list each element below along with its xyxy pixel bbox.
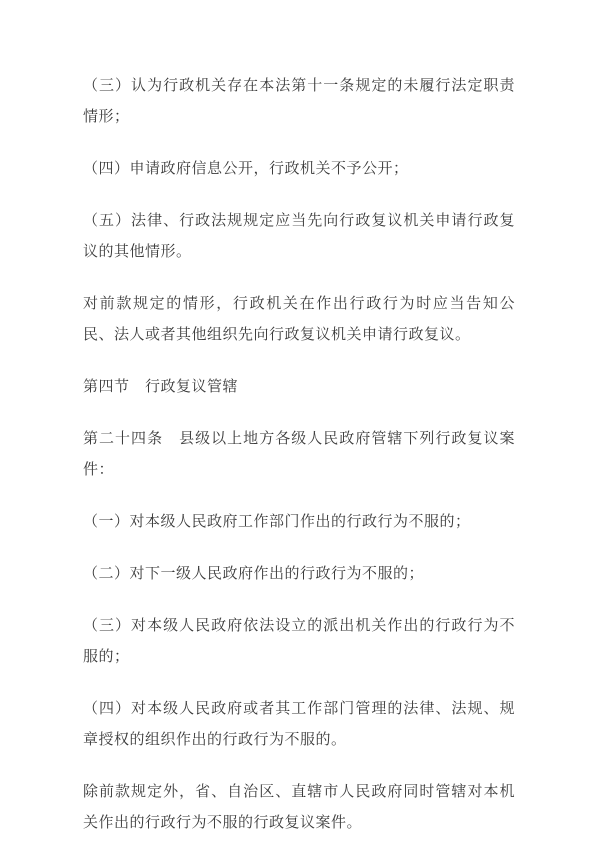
- list-item-3: （三）认为行政机关存在本法第十一条规定的未履行法定职责情形；: [83, 76, 515, 125]
- section-heading: 第四节 行政复议管辖: [83, 377, 239, 395]
- list-item-4: （四）申请政府信息公开，行政机关不予公开；: [83, 159, 409, 177]
- article-24-lead: 第二十四条 县级以上地方各级人民政府管辖下列行政复议案件：: [83, 429, 515, 478]
- document-body: [83, 70, 515, 838]
- article-24-item-1: （一）对本级人民政府工作部门作出的行政行为不服的；: [83, 512, 471, 530]
- paragraph-notice-requirement: 对前款规定的情形，行政机关在作出行政行为时应当告知公民、法人或者其他组织先向行政复议机关申请行政复议。: [83, 294, 515, 343]
- list-item-5: （五）法律、行政法规规定应当先向行政复议机关申请行政复议的其他情形。: [83, 211, 515, 260]
- article-24-final-clause: 除前款规定外，省、自治区、直辖市人民政府同时管辖对本机关作出的行政行为不服的行政复议案件。: [83, 782, 515, 831]
- article-24-item-3: （三）对本级人民政府依法设立的派出机关作出的行政行为不服的；: [83, 616, 515, 665]
- article-24-item-2: （二）对下一级人民政府作出的行政行为不服的；: [83, 564, 425, 582]
- article-24-item-4: （四）对本级人民政府或者其工作部门管理的法律、法规、规章授权的组织作出的行政行为不服的。: [83, 699, 515, 748]
